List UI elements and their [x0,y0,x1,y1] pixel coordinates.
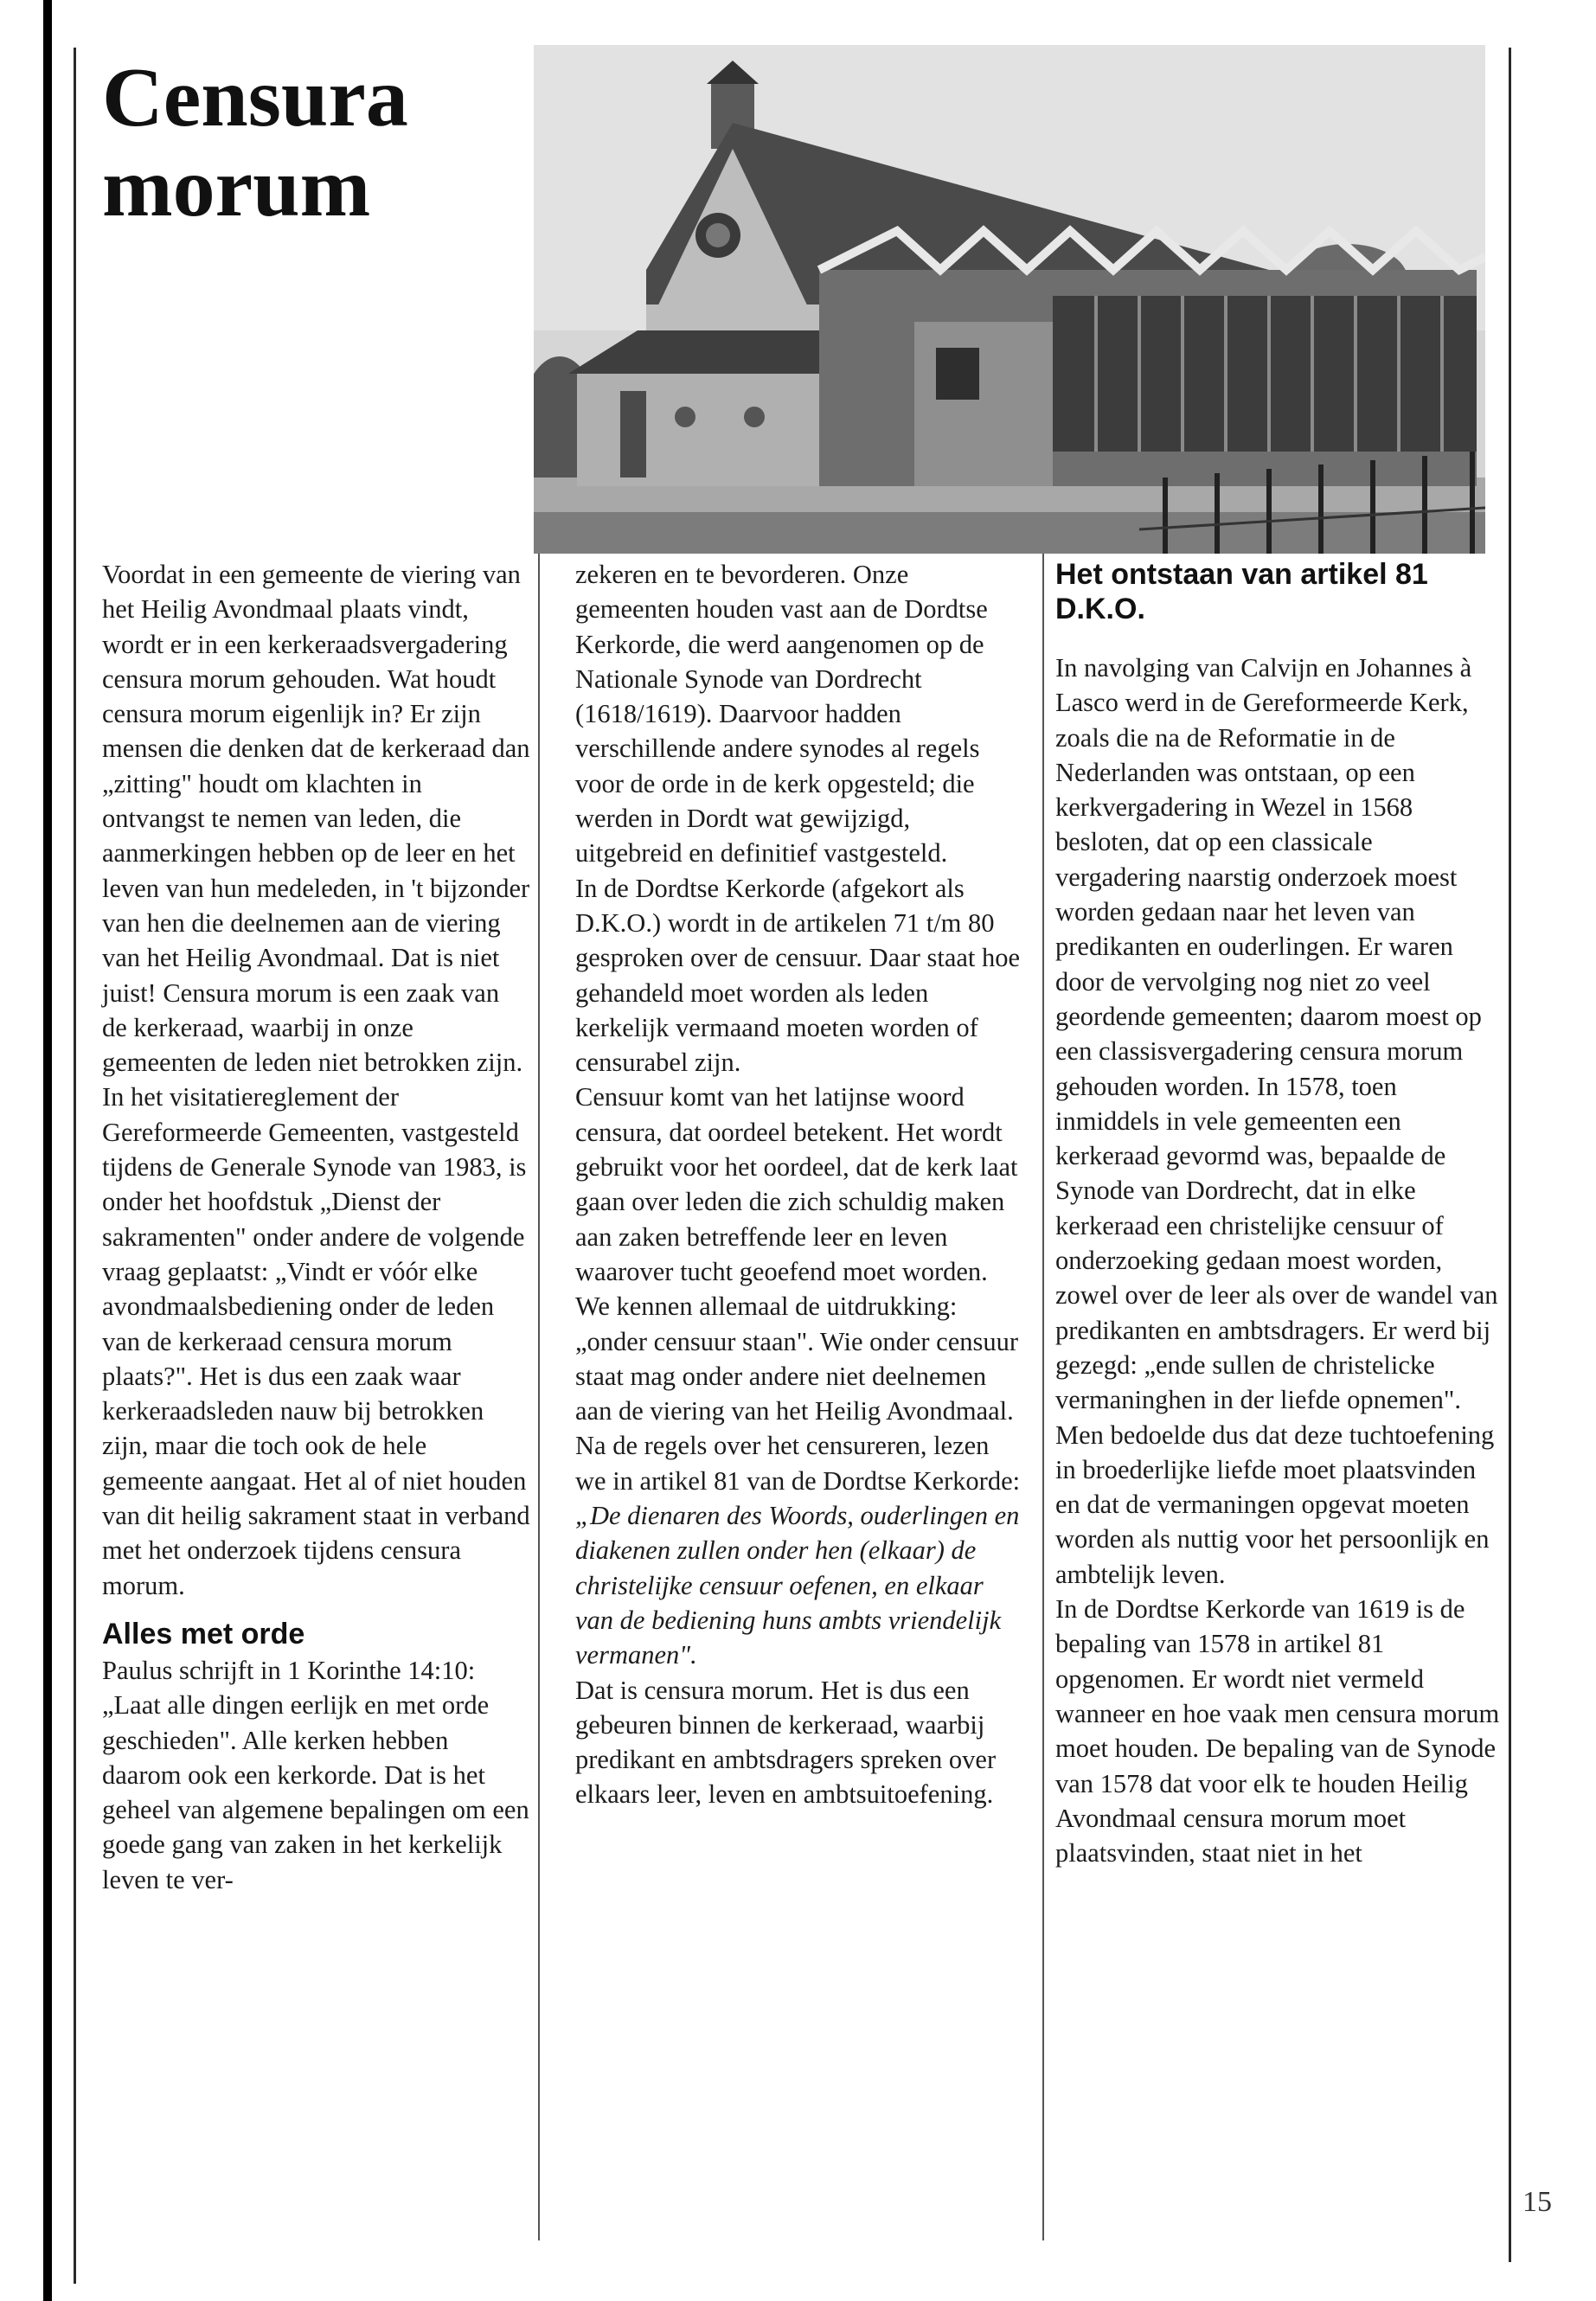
article-title [102,51,526,234]
article81-quote: „De dienaren des Woords, ouderlingen en diakenen zullen onder hen (elkaar) de christelijke censuur oefenen, en elkaar van de bediening huns ambts vriendelijk vermanen". [575,1501,1020,1670]
column2-para3: Censuur komt van het latijnse woord censura, dat oordeel betekent. Het wordt gebruikt voor het oordeel, dat de kerk laat gaan over leden die zich schuldig maken aan zaken betreffende leer en leven waarover tucht geoefend moet worden. We kennen allemaal de uitdrukking: „onder censuur staan". Wie onder censuur staat mag onder andere niet deelnemen aan de viering van het Heilig Avondmaal. [575,1082,1019,1426]
column-divider-1 [538,554,540,2240]
left-column-rule [74,48,76,2284]
column3-para2: In de Dordtse Kerkorde van 1619 is de bepaling van 1578 in artikel 81 opgenomen. Er wordt niet vermeld wanneer en hoe vaak men censura morum moet houden. De bepaling van de Synode van 1578 dat voor elk te houden Heilig Avondmaal censura morum moet plaatsvinden, staat niet in het [1055,1594,1500,1868]
column-divider-2 [1042,554,1044,2240]
church-illustration [534,45,1485,554]
title-line-2: morum [102,140,371,234]
text-column-1 [102,557,530,1897]
column1-intro: Voordat in een gemeente de viering van het Heilig Avondmaal plaats vindt, wordt er in een kerkeraadsvergadering censura morum gehouden. Wat houdt censura morum eigenlijk in? Er zijn mensen die denken dat de kerkeraad dan „zitting" houdt om klachten in ontvangst te nemen van leden, die aanmerkingen hebben op de leer en het leven van hun medeleden, in 't bijzonder van hen die deelnemen aan de viering van het Heilig Avondmaal. Dat is niet juist! Censura morum is een zaak van de kerkeraad, waarbij in onze gemeenten de leden niet betrokken zijn. In het visitatiereglement der Gereformeerde Gemeenten, vastgesteld tijdens de Generale Synode van 1983, is onder het hoofdstuk „Dienst der sakramenten" onder andere de volgende vraag geplaatst: „Vindt er vóór elke avondmaalsbediening onder de leden van de kerkeraad censura morum plaats?". Het is dus een zaak waar kerkeraadsleden nauw bij betrokken zijn, maar die toch ook de hele gemeente aangaat. Het al of niet houden van dit heilig sakrament staat in verband met het onderzoek tijdens censura morum. [102,560,530,1600]
column2-para4-start: Na de regels over het censureren, lezen we in artikel 81 van de Dordtse Kerkorde: [575,1431,1021,1496]
text-column-2 [575,557,1021,1812]
left-black-bar [43,0,52,2301]
column2-para5: Dat is censura morum. Het is dus een gebeuren binnen de kerkeraad, waarbij predikant en ambtsdragers spreken over elkaars leer, leven en ambtsuitoefening. [575,1675,997,1810]
heading-ontstaan-artikel-81: Het ontstaan van artikel 81 D.K.O. [1055,558,1428,625]
column3-para1: In navolging van Calvijn en Johannes à Lasco werd in de Gereformeerde Kerk, zoals die na de Reformatie in de Nederlanden was ontstaan, op een kerkvergadering in Wezel in 1568 besloten, dat op een classicale vergadering naarstig onderzoek moest worden gedaan naar het leven van predikanten en ouderlingen. Er waren door de vervolging nog niet zo veel geordende gemeenten; daarom moest op een classisvergadering censura morum gehouden worden. In 1578, toen inmiddels in vele gemeenten een kerkeraad gevormd was, bepaalde de Synode van Dordrecht, dat in elke kerkeraad een christelijke censuur of onderzoeking gedaan moest worden, zowel over de leer als over de wandel van predikanten en ambtsdragers. Er werd bij gezegd: „ende sullen de christelicke vermaninghen in der liefde opnemen". Men bedoelde dus dat deze tuchtoefening in broederlijke liefde moet plaatsvinden en dat de vermaningen opgevat moeten worden als nuttig voor het persoonlijk en ambtelijk leven. [1055,653,1498,1589]
column2-para1: zekeren en te bevorderen. Onze gemeenten houden vast aan de Dordtse Kerkorde, die werd aangenomen op de Nationale Synode van Dordrecht (1618/1619). Daarvoor hadden verschillende andere synodes al regels voor de orde in de kerk opgesteld; die werden in Dordt wat gewijzigd, uitgebreid en definitief vastgesteld. [575,560,988,868]
right-column-rule [1509,48,1511,2262]
column2-para2: In de Dordtse Kerkorde (afgekort als D.K.O.) wordt in de artikelen 71 t/m 80 gesproken over de censuur. Daar staat hoe gehandeld moet worden als leden kerkelijk vermaand moeten worden of censurabel zijn. [575,873,1021,1078]
page-number: 15 [1522,2186,1552,2218]
heading-alles-met-orde: Alles met orde [102,1617,305,1650]
column1-after-heading: Paulus schrijft in 1 Korinthe 14:10: „Laat alle dingen eerlijk en met orde geschieden". Alle kerken hebben daarom ook een kerkorde. Dat is het geheel van algemene bepalingen om een goede gang van zaken in het kerkelijk leven te ver- [102,1655,529,1894]
column2-para4 [575,1428,1021,1672]
text-column-3 [1055,557,1501,1870]
church-photo [534,45,1485,554]
title-line-1: Censura [102,51,408,144]
